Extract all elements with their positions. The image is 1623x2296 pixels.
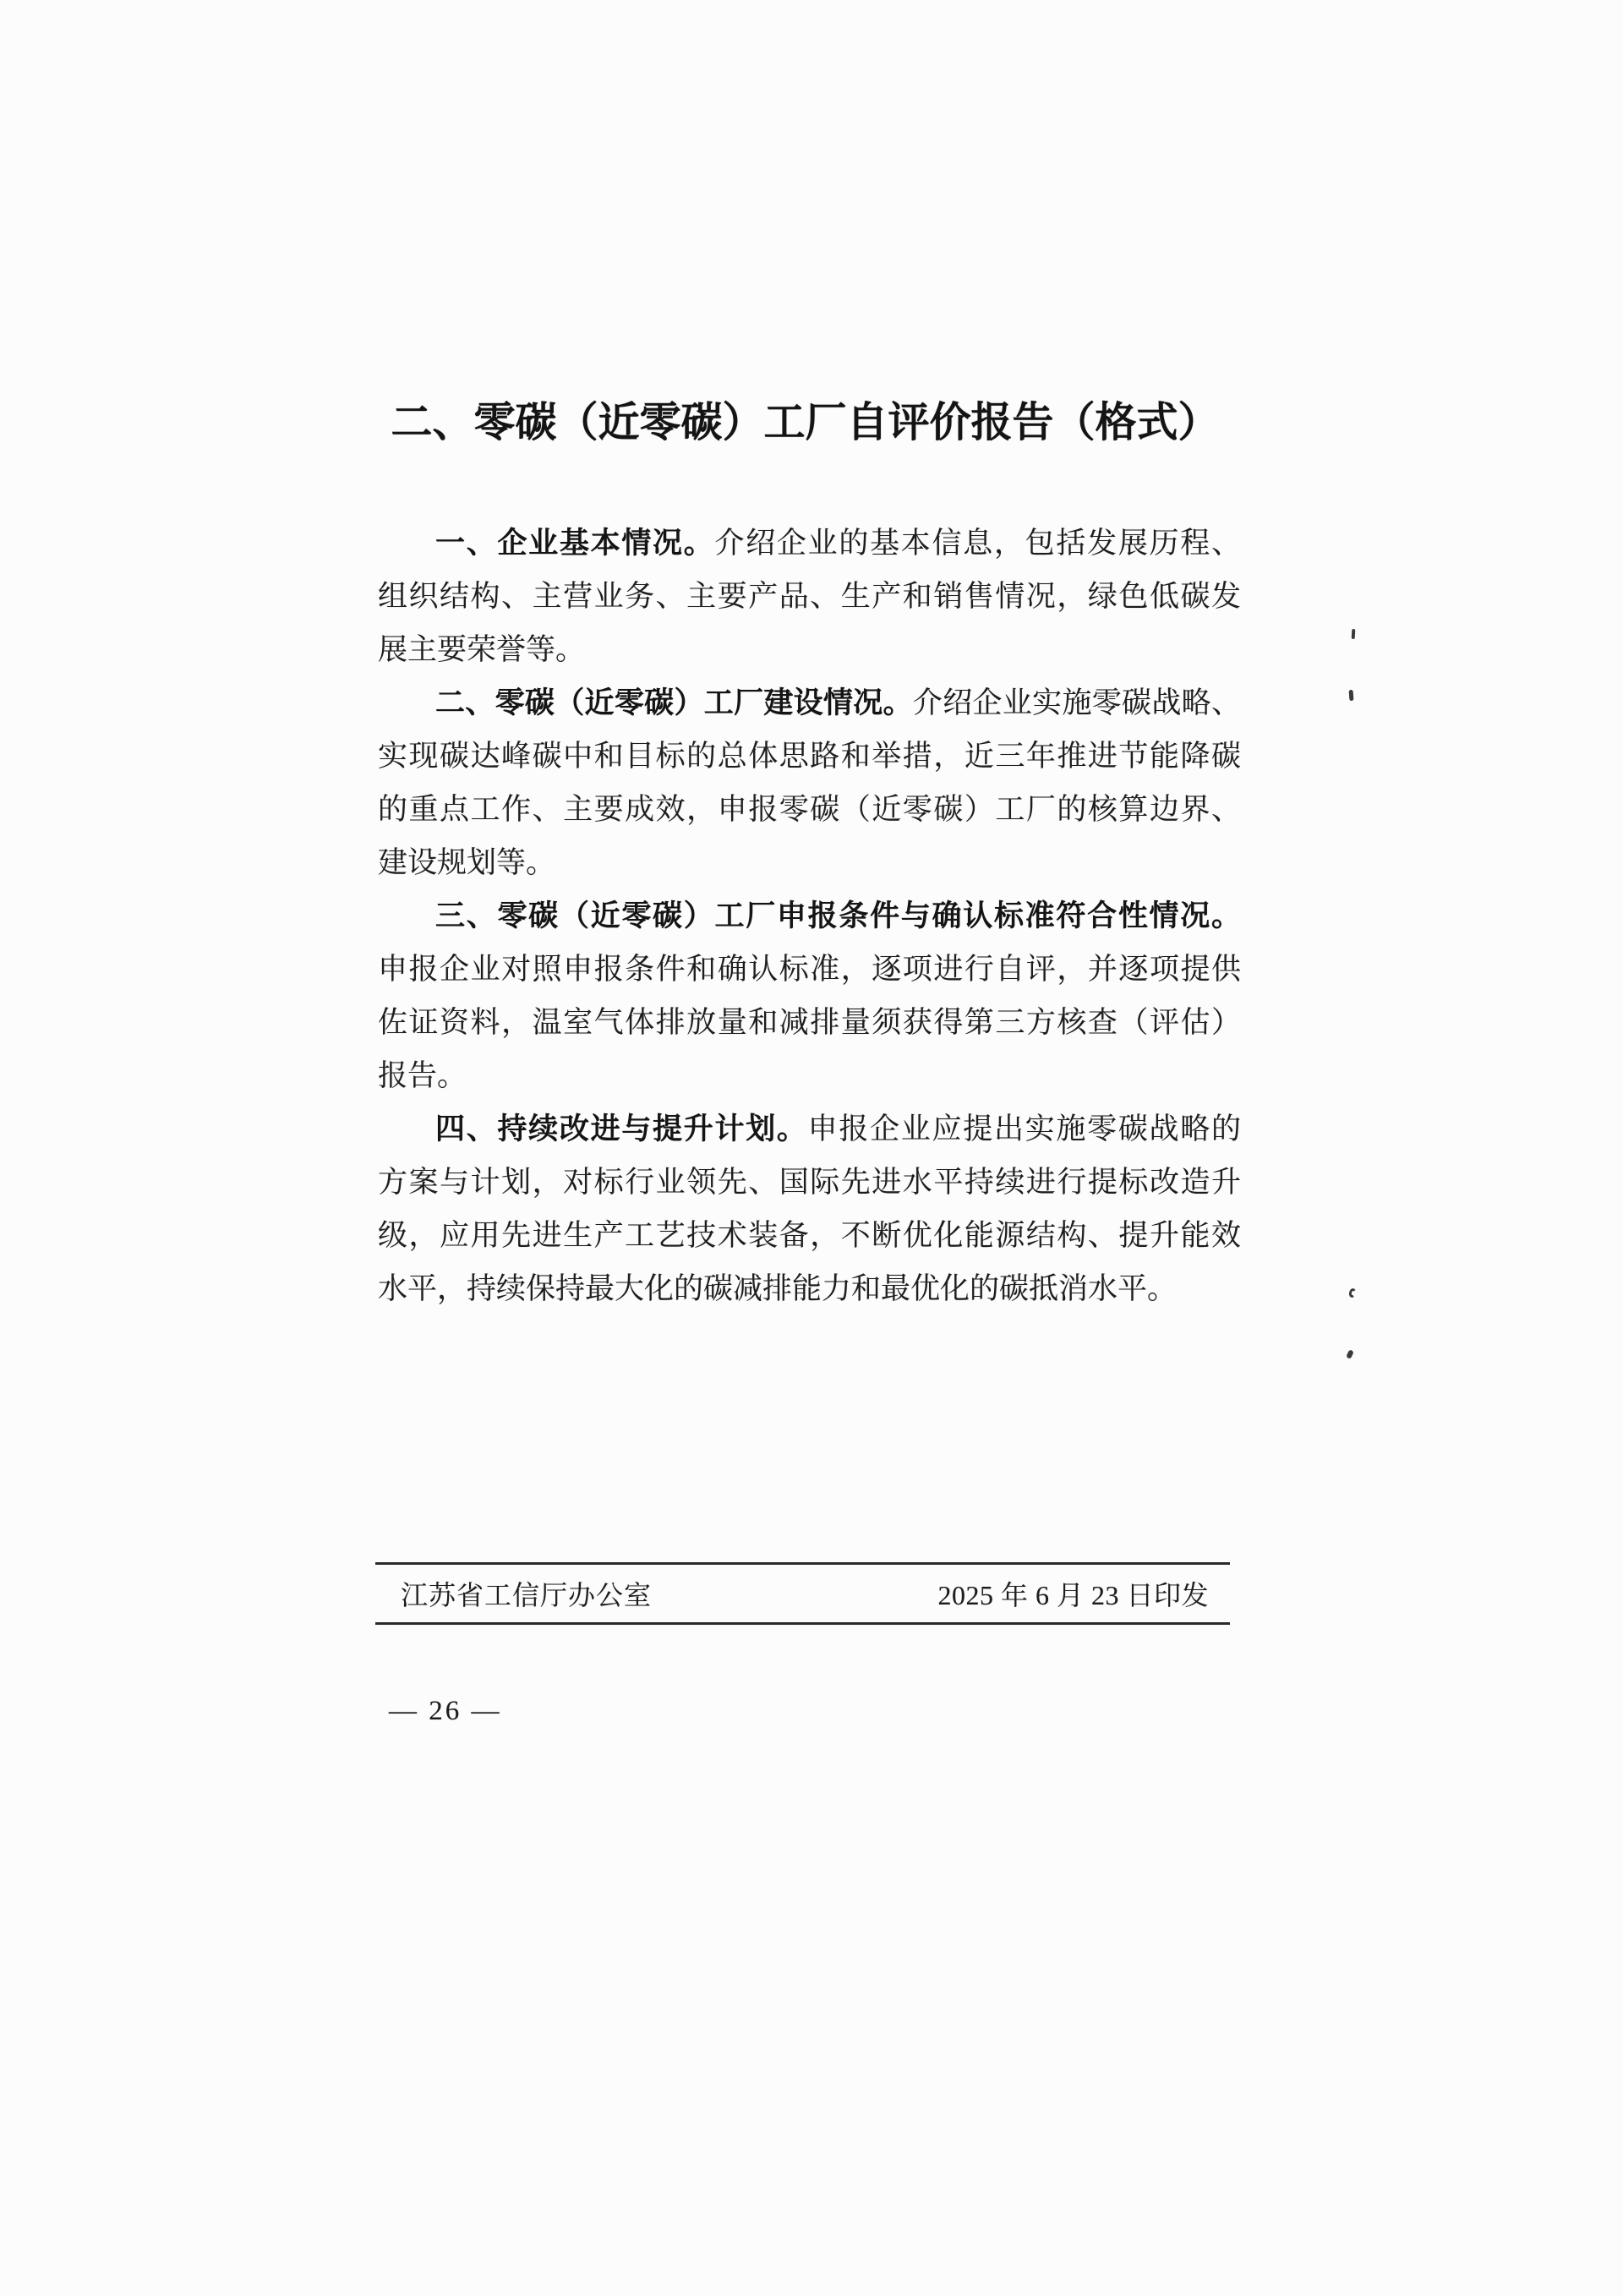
text-line: 报告。: [378, 1059, 467, 1092]
paragraph-4: [378, 1102, 1241, 1315]
text-line: 水平，持续保持最大化的碳减排能力和最优化的碳抵消水平。: [378, 1272, 1178, 1305]
scan-artifact: [1352, 629, 1356, 639]
paragraph-1: [378, 517, 1241, 676]
page-number: — 26 —: [389, 1696, 502, 1726]
text-line: 佐证资料，温室气体排放量和减排量须获得第三方核查（评估）: [378, 1006, 1241, 1039]
section-4-text: 申报企业应提出实施零碳战略的: [807, 1112, 1241, 1145]
scan-artifact: [1348, 1287, 1357, 1298]
section-2-heading: 二、零碳（近零碳）工厂建设情况。: [435, 686, 913, 719]
text-line: 建设规划等。: [378, 846, 556, 879]
document-body: [378, 517, 1241, 1315]
text-line: 的重点工作、主要成效，申报零碳（近零碳）工厂的核算边界、: [378, 793, 1241, 826]
text-line: [378, 517, 1241, 570]
issuing-office: 江苏省工信厅办公室: [401, 1580, 653, 1610]
paragraph-2: [378, 676, 1241, 889]
scan-artifact: [1346, 1349, 1354, 1359]
text-line: 组织结构、主营业务、主要产品、生产和销售情况，绿色低碳发: [378, 580, 1241, 613]
document-title: 二、零碳（近零碳）工厂自评价报告（格式）: [391, 400, 1220, 446]
text-line: 申报企业对照申报条件和确认标准，逐项进行自评，并逐项提供: [378, 953, 1241, 986]
text-line: 级，应用先进生产工艺技术装备，不断优化能源结构、提升能效: [378, 1219, 1241, 1252]
scan-artifact: [1349, 690, 1354, 701]
text-line: 实现碳达峰碳中和目标的总体思路和举措，近三年推进节能降碳: [378, 740, 1241, 773]
section-4-heading: 四、持续改进与提升计划。: [435, 1112, 808, 1145]
section-1-text: 介绍企业的基本信息，包括发展历程、: [714, 527, 1241, 560]
text-line: [378, 889, 1241, 943]
text-line: [378, 676, 1241, 730]
text-line: 展主要荣誉等。: [378, 633, 586, 666]
text-line: 方案与计划，对标行业领先、国际先进水平持续进行提标改造升: [378, 1166, 1241, 1199]
section-1-heading: 一、企业基本情况。: [435, 527, 715, 560]
section-2-text: 介绍企业实施零碳战略、: [912, 686, 1241, 719]
colophon-band: [375, 1562, 1230, 1625]
text-line: [378, 1102, 1241, 1156]
paragraph-3: [378, 889, 1241, 1102]
section-3-heading: 三、零碳（近零碳）工厂申报条件与确认标准符合性情况。: [435, 899, 1241, 932]
print-date: 2025 年 6 月 23 日印发: [937, 1580, 1209, 1610]
